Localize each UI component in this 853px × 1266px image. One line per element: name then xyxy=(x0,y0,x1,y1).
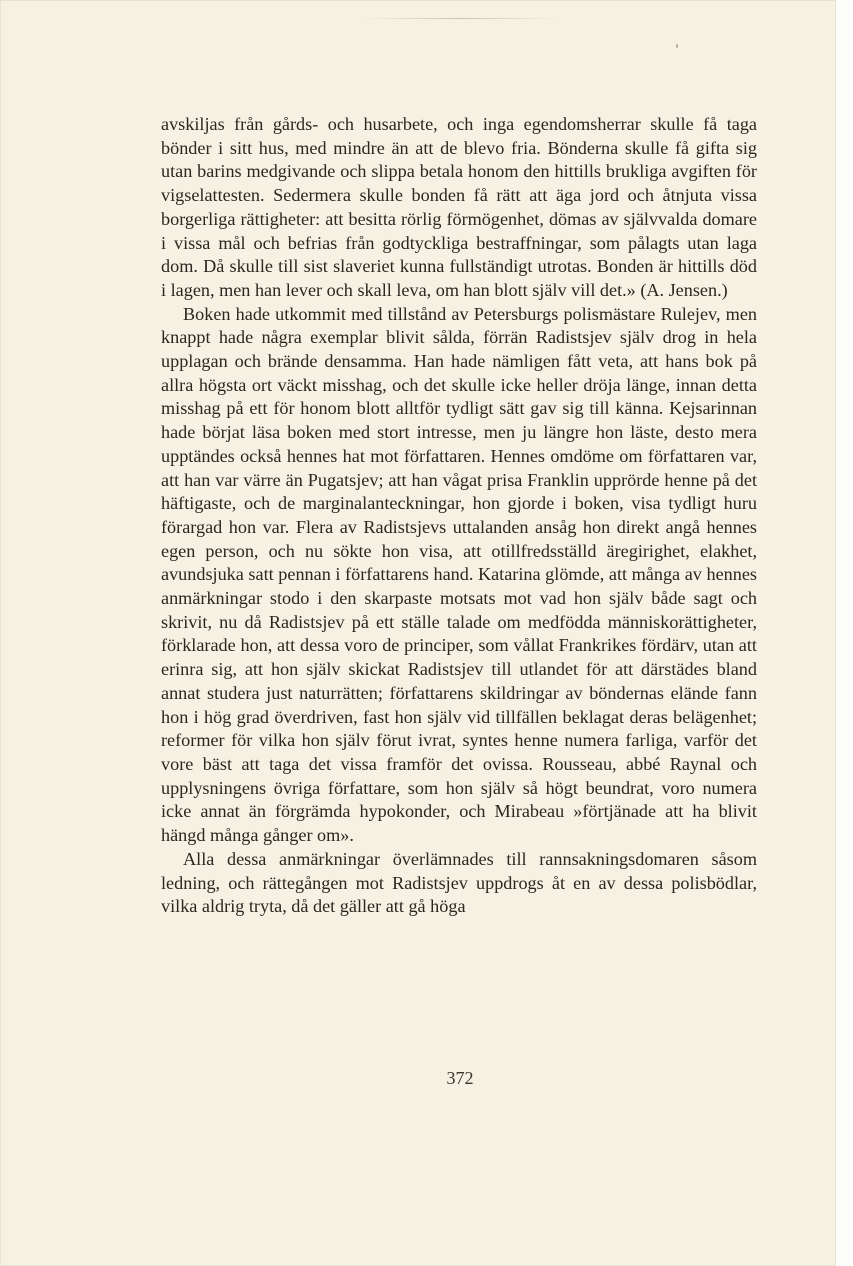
paragraph-3: Alla dessa anmärkningar överlämnades till rannsakningsdomaren såsom ledning, och rättegången mot Radistsjev uppdrogs åt en av dessa polisbödlar, vilka aldrig tryta, då det gäller att gå höga xyxy=(161,848,757,917)
paragraph-1: avskiljas från gårds- och husarbete, och inga egendomsherrar skulle få taga bönder i sitt hus, med mindre än att de blevo fria. Bönderna skulle få gifta sig utan barins medgivande och slippa betala honom den hittills brukliga avgiften för vigselattesten. Sedermera skulle bonden få rätt att äga jord och åtnjuta vissa borgerliga rättigheter: att besitta rörlig förmögenhet, dömas av självvalda domare i vissa mål och befrias från godtyckliga bestraffningar, som pålagts utan laga dom. Då skulle till sist slaveriet kunna fullständigt utrotas. Bonden är hittills död i lagen, men han lever och skall leva, om han blott själv vill det.» (A. Jensen.) xyxy=(161,114,757,300)
page-number: 372 xyxy=(446,1068,474,1088)
paragraph-2: Boken hade utkommit med tillstånd av Petersburgs polismästare Rulejev, men knappt hade några exemplar blivit sålda, förrän Radistsjev själv drog in hela upplagan och brände densamma. Han hade nämligen fått veta, att hans bok på allra högsta ort väckt misshag, och det skulle icke heller dröja länge, innan detta misshag på ett för honom blott alltför tydligt sätt gav sig till känna. Kejsarinnan hade börjat läsa boken med stort intresse, men ju längre hon läste, desto mera upptändes också hennes hat mot författaren. Hennes omdöme om författaren var, att han var värre än Pugatsjev; att han vågat prisa Franklin upprörde henne på det häftigaste, och de marginalanteckningar, hon gjorde i boken, visa tydligt huru förargad hon var. Flera av Radistsjevs uttalanden ansåg hon direkt angå hennes egen person, och nu sökte hon visa, att otillfredsställd äregirighet, elakhet, avundsjuka satt pennan i författarens hand. Katarina glömde, att många av hennes anmärkningar stodo i den skarpaste motsats mot vad hon själv både sagt och skrivit, nu då Radistsjev på ett ställe talade om medfödda människorättigheter, förklarade hon, att dessa voro de principer, som vållat Frankrikes fördärv, utan att erinra sig, att hon själv skickat Radistsjev till utlandet för att därstädes bland annat studera just naturrätten; författarens skildringar av böndernas elände fann hon i hög grad överdriven, fast hon själv vid tillfällen beklagat deras belägenhet; reformer för vilka hon själv förut ivrat, syntes henne numera farliga, varför det vore bäst att taga det vissa framför det ovissa. Rousseau, abbé Raynal och upplysningens övriga författare, som hon själv så högt beundrat, voro numera icke annat än förgrämda hypokonder, och Mirabeau »förtjänade att ha blivit hängd många gånger om». xyxy=(161,303,757,846)
page-top-edge-shadow xyxy=(360,18,560,19)
page-right-margin xyxy=(836,0,853,1266)
paper-speck xyxy=(676,44,678,48)
body-text xyxy=(161,113,757,919)
